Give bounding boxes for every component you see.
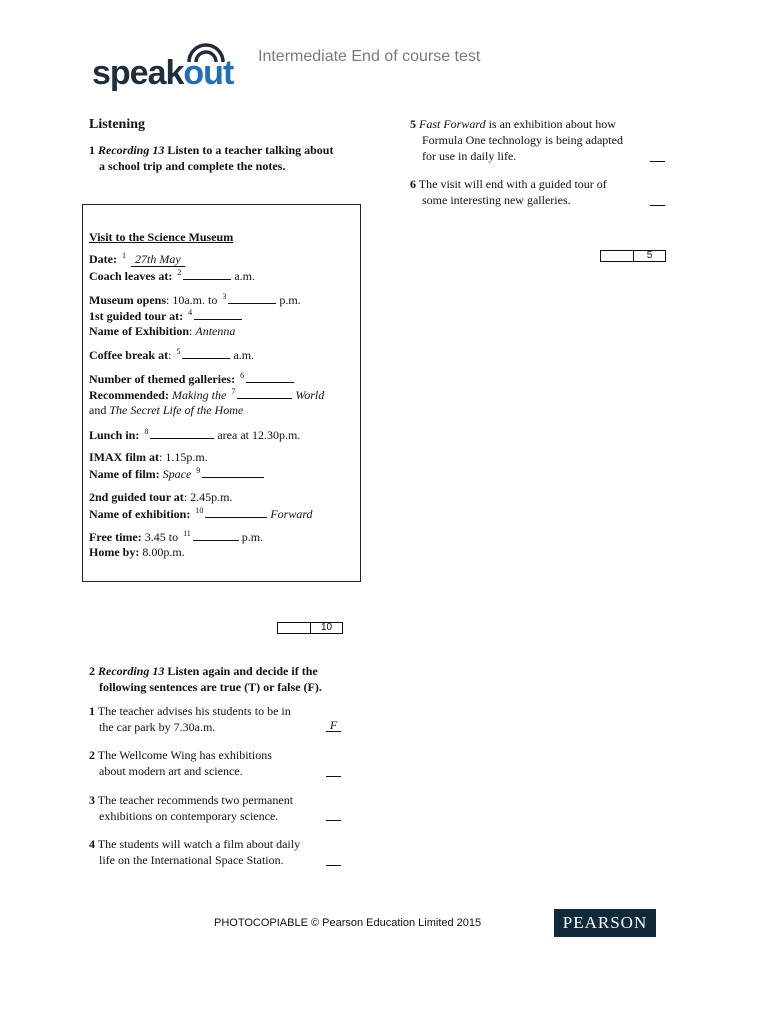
copyright-text: PHOTOCOPIABLE © Pearson Education Limited 2015 [214,917,482,929]
tf-answer-3[interactable] [326,808,341,821]
note-label: Date: [89,252,117,266]
note-text: p.m. [279,293,301,307]
answer-field-8[interactable] [150,426,214,439]
gap-number: 3 [222,292,227,301]
question-1-instruction [89,142,359,174]
note-text: : 1.15p.m. [158,450,208,464]
tf-item-5 [410,116,650,164]
item-number: 1 [89,704,95,718]
tf-item-4 [89,836,319,868]
question-2-instruction [89,663,369,695]
note-label: Free time: [89,530,142,544]
item-number: 2 [89,748,95,762]
score-box-1 [277,622,343,634]
logo-text-out: out [183,54,234,92]
note-label: Name of Exhibition [89,324,190,338]
answer-field-6[interactable] [246,370,294,383]
gap-number: 1 [121,251,126,260]
score-total: 10 [320,622,333,633]
item-title: Fast Forward [419,117,486,131]
item-number: 3 [89,793,95,807]
section-heading: Listening [89,117,146,132]
tf-item-3 [89,792,319,824]
note-label: Museum opens [89,293,167,307]
notes-title: Visit to the Science Museum [89,230,234,244]
logo-text-speak: speak [92,54,184,92]
note-label: Recommended: [89,388,169,402]
item-text: about modern art and science. [99,764,243,778]
note-text: a.m. [234,269,255,283]
note-value: Making the [171,388,227,402]
note-label: Coffee break at [89,348,169,362]
answer-field-3[interactable] [228,291,276,304]
gap-number: 11 [183,529,191,538]
item-number: 4 [89,837,95,851]
tf-answer-5[interactable] [650,149,665,162]
score-input[interactable] [278,623,311,633]
tf-item-2 [89,747,319,779]
note-text: : 2.45p.m. [183,490,233,504]
item-text: some interesting new galleries. [422,193,571,207]
note-value: World [295,388,325,402]
instruction-line: Listen to a teacher talking about [167,143,334,157]
item-text: is an exhibition about how [488,117,616,131]
item-text: The teacher recommends two permanent [97,793,294,807]
score-box-2 [600,250,666,262]
item-text: The teacher advises his students to be in [97,704,291,718]
note-text: area at 12.30p.m. [217,428,301,442]
note-value: Forward [270,507,313,521]
note-value: The Secret Life of the Home [109,403,244,417]
item-text: Formula One technology is being adapted [422,133,623,147]
tf-answer-2[interactable] [326,764,341,777]
note-label: Name of exhibition: [89,507,191,521]
gap-number: 10 [195,506,204,515]
question-number: 2 [89,664,95,678]
answer-field-9[interactable] [202,465,264,478]
test-title: Intermediate End of course test [258,48,481,65]
note-text: and [89,403,107,417]
note-text: : 10a.m. to [166,293,218,307]
answer-field-1[interactable]: 27th May [131,252,185,267]
notes-box: Visit to the Science Museum Date: $^1$ 27th May Coach leaves at: $^2$ a.m. Museum opens: 10a.m. to $^3$ p.m. 1st guided tour at: $^4$ Name of Exhibition: Antenna Coffee break at: $^5$ a.m. Number of themed galleries: $^6$ Recommended: Making the $^7$ World and The Secret Life of the Home Lunch in: $^8$ area at 12.30p.m. IMAX film at: 1.15p.m. Name of film: Space $^9$ 2nd guided tour at: 2.45p.m. Name of exhibition: $^{10}$ Forward Free time: 3.45 to $^{11}$ p.m. Home by: 8.00p.m. [82,204,361,582]
recording-label: Recording 13 [98,143,165,157]
instruction-line: Listen again and decide if the [167,664,318,678]
note-value: Antenna [195,324,236,338]
note-label: Coach leaves at: [89,269,173,283]
instruction-line: following sentences are true (T) or false (F). [99,680,322,694]
note-value: Space [162,467,192,481]
gap-number: 4 [188,308,193,317]
note-label: 1st guided tour at: [89,309,184,323]
item-text: life on the International Space Station. [99,853,284,867]
item-number: 6 [410,177,416,191]
note-label: Name of film: [89,467,160,481]
note-label: IMAX film at [89,450,159,464]
note-text: 8.00p.m. [142,545,185,559]
gap-number: 2 [177,268,182,277]
gap-number: 9 [196,466,201,475]
note-label: Lunch in: [89,428,140,442]
tf-item-6 [410,176,650,208]
tf-item-1 [89,703,319,735]
instruction-line: a school trip and complete the notes. [99,159,286,173]
item-text: The Wellcome Wing has exhibitions [97,748,272,762]
note-text: p.m. [241,530,264,544]
score-total: 5 [646,250,653,261]
gap-number: 8 [144,427,149,436]
item-text: The visit will end with a guided tour of [418,177,607,191]
question-number: 1 [89,143,95,157]
item-text: the car park by 7.30a.m. [99,720,216,734]
note-label: Home by: [89,545,140,559]
answer-field-10[interactable] [205,505,267,518]
tf-answer-4[interactable] [326,853,341,866]
answer-field-2[interactable] [183,267,231,280]
gap-number: 7 [231,387,236,396]
item-number: 5 [410,117,416,131]
tf-answer-6[interactable] [650,193,665,206]
gap-number: 5 [176,347,181,356]
speakout-logo [92,44,252,90]
score-input[interactable] [601,251,634,261]
gap-number: 6 [240,371,245,380]
pearson-logo: PEARSON [554,909,656,937]
answer-field-11[interactable] [193,528,239,541]
answer-field-5[interactable] [182,346,230,359]
note-text: a.m. [233,348,255,362]
answer-field-7[interactable] [237,386,292,399]
tf-answer-1[interactable]: F [326,719,341,732]
item-text: The students will watch a film about daily [97,837,301,851]
note-label: Number of themed galleries: [89,372,236,386]
note-label: 2nd guided tour at [89,490,184,504]
item-text: exhibitions on contemporary science. [99,809,279,823]
note-text: 3.45 to [144,530,179,544]
recording-label: Recording 13 [98,664,165,678]
answer-field-4[interactable] [194,307,242,320]
item-text: for use in daily life. [422,149,517,163]
